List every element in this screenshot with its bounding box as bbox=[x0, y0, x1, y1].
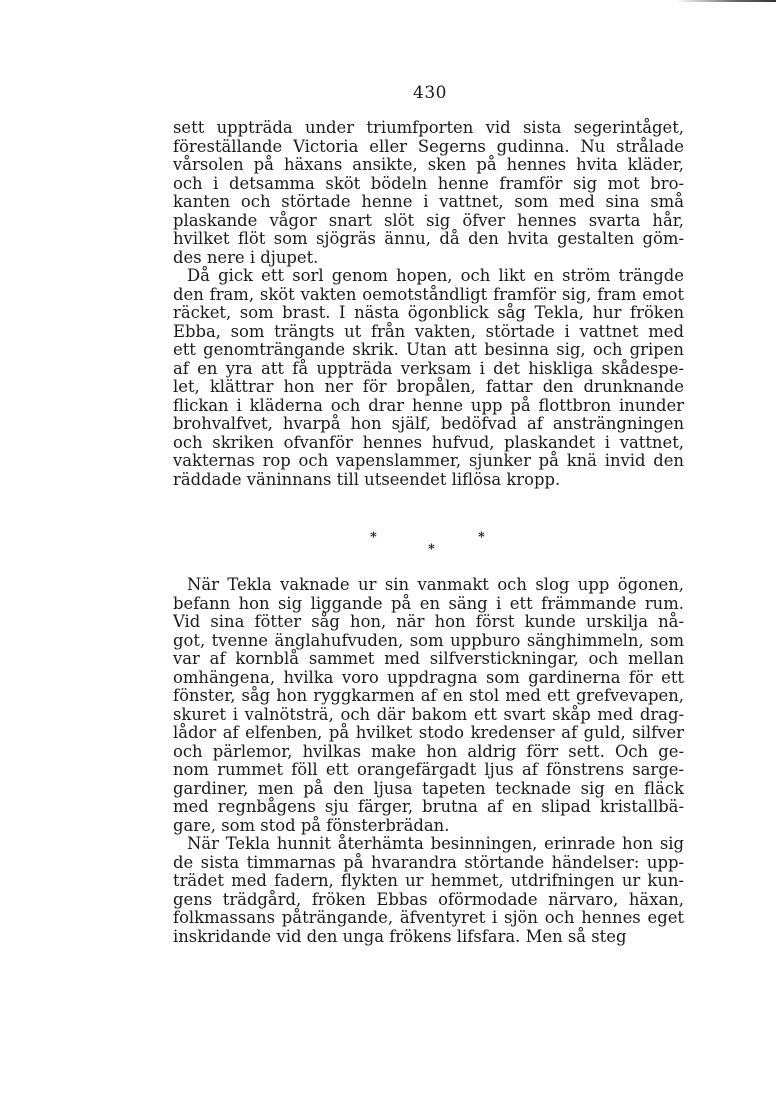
text-line: vårsolen på häxans ansikte, sken på hennes hvita kläder, bbox=[173, 155, 684, 174]
text-line: var af kornblå sammet med silfverstickningar, och mellan bbox=[173, 649, 684, 668]
text-line: folkmassans påträngande, äfventyret i sjön och hennes eget bbox=[173, 908, 684, 927]
text-block-upper bbox=[173, 119, 684, 489]
text-line: fönster, såg hon ryggkarmen af en stol med ett grefvevapen, bbox=[173, 686, 684, 705]
text-block-lower bbox=[173, 576, 684, 946]
text-line: brohvalfvet, hvarpå hon själf, bedöfvad af ansträngningen bbox=[173, 414, 684, 433]
section-break-asterisks bbox=[370, 530, 510, 560]
text-line: nom rummet föll ett orangefärgadt ljus af fönstrens sarge- bbox=[173, 760, 684, 779]
asterisk-left: * bbox=[370, 530, 377, 545]
text-line: trädet med fadern, flykten ur hemmet, utdrifningen ur kun- bbox=[173, 871, 684, 890]
text-line: räddade väninnans till utseendet liflösa kropp. bbox=[173, 469, 561, 489]
text-line: des nere i djupet. bbox=[173, 247, 319, 267]
paragraph bbox=[173, 267, 684, 489]
text-line: Vid sina fötter såg hon, när hon först kunde urskilja nå- bbox=[173, 612, 684, 631]
text-line: Ebba, som trängts ut från vakten, störtade i vattnet med bbox=[173, 321, 684, 341]
text-line: de sista timmarnas på hvarandra störtande händelser: upp- bbox=[173, 852, 684, 872]
text-line: och skriken ofvanför hennes hufvud, plaskandet i vattnet, bbox=[173, 432, 684, 452]
scan-artifact bbox=[676, 0, 776, 2]
text-line: När Tekla hunnit återhämta besinningen, erinrade hon sig bbox=[187, 834, 684, 853]
text-line: med regnbågens sju färger, brutna af en slipad kristallbä- bbox=[173, 797, 684, 816]
text-line: föreställande Victoria eller Segerns gudinna. Nu strålade bbox=[173, 136, 684, 156]
text-line: vakternas rop och vapenslammer, sjunker på knä invid den bbox=[173, 451, 684, 470]
text-line: hvilket flöt som sjögräs ännu, då den hvita gestalten göm- bbox=[173, 229, 684, 248]
text-line: befann hon sig liggande på en säng i ett främmande rum. bbox=[173, 593, 684, 613]
text-line: inskridande vid den unga frökens lifsfara. Men så steg bbox=[173, 926, 627, 946]
text-line: räcket, som brast. I nästa ögonblick såg Tekla, hur fröken bbox=[173, 303, 684, 322]
paragraph bbox=[173, 576, 684, 835]
text-line: let, klättrar hon ner för bropålen, fattar den drunknande bbox=[173, 377, 684, 396]
page-number: 430 bbox=[413, 83, 447, 103]
text-line: den fram, sköt vakten oemotståndligt framför sig, fram emot bbox=[173, 284, 684, 304]
text-line: gens trädgård, fröken Ebbas oförmodade närvaro, häxan, bbox=[173, 889, 684, 909]
text-line: ett genomträngande skrik. Utan att besinna sig, och gripen bbox=[173, 340, 684, 359]
asterisk-right: * bbox=[478, 530, 485, 545]
text-line: got, tvenne änglahufvuden, som uppburo sänghimmeln, som bbox=[173, 630, 684, 650]
text-line: gardiner, men på den ljusa tapeten tecknade sig en fläck bbox=[173, 778, 684, 798]
paragraph bbox=[173, 835, 684, 946]
text-line: kanten och störtade henne i vattnet, som med sina små bbox=[173, 192, 684, 211]
text-line: gare, som stod på fönsterbrädan. bbox=[173, 815, 450, 835]
text-line: Då gick ett sorl genom hopen, och likt en ström trängde bbox=[187, 266, 684, 285]
paragraph bbox=[173, 119, 684, 267]
text-line: När Tekla vaknade ur sin vanmakt och slog upp ögonen, bbox=[187, 575, 684, 594]
text-line: lådor af elfenben, på hvilket stodo kredenser af guld, silfver bbox=[173, 723, 684, 742]
text-line: och i detsamma sköt bödeln henne framför sig mot bro- bbox=[173, 173, 684, 193]
text-line: af en yra att få uppträda verksam i det hiskliga skådespe- bbox=[173, 358, 684, 378]
text-line: flickan i kläderna och drar henne upp på flottbron inunder bbox=[173, 395, 684, 415]
text-line: sett uppträda under triumfporten vid sista segerintåget, bbox=[173, 118, 684, 137]
asterisk-middle: * bbox=[428, 542, 435, 557]
text-line: omhängena, hvilka voro uppdragna som gardinerna för ett bbox=[173, 667, 684, 687]
text-line: och pärlemor, hvilkas make hon aldrig förr sett. Och ge- bbox=[173, 741, 684, 761]
text-line: skuret i valnötsträ, och där bakom ett svart skåp med drag- bbox=[173, 704, 684, 724]
text-line: plaskande vågor snart slöt sig öfver hennes svarta hår, bbox=[173, 210, 684, 230]
